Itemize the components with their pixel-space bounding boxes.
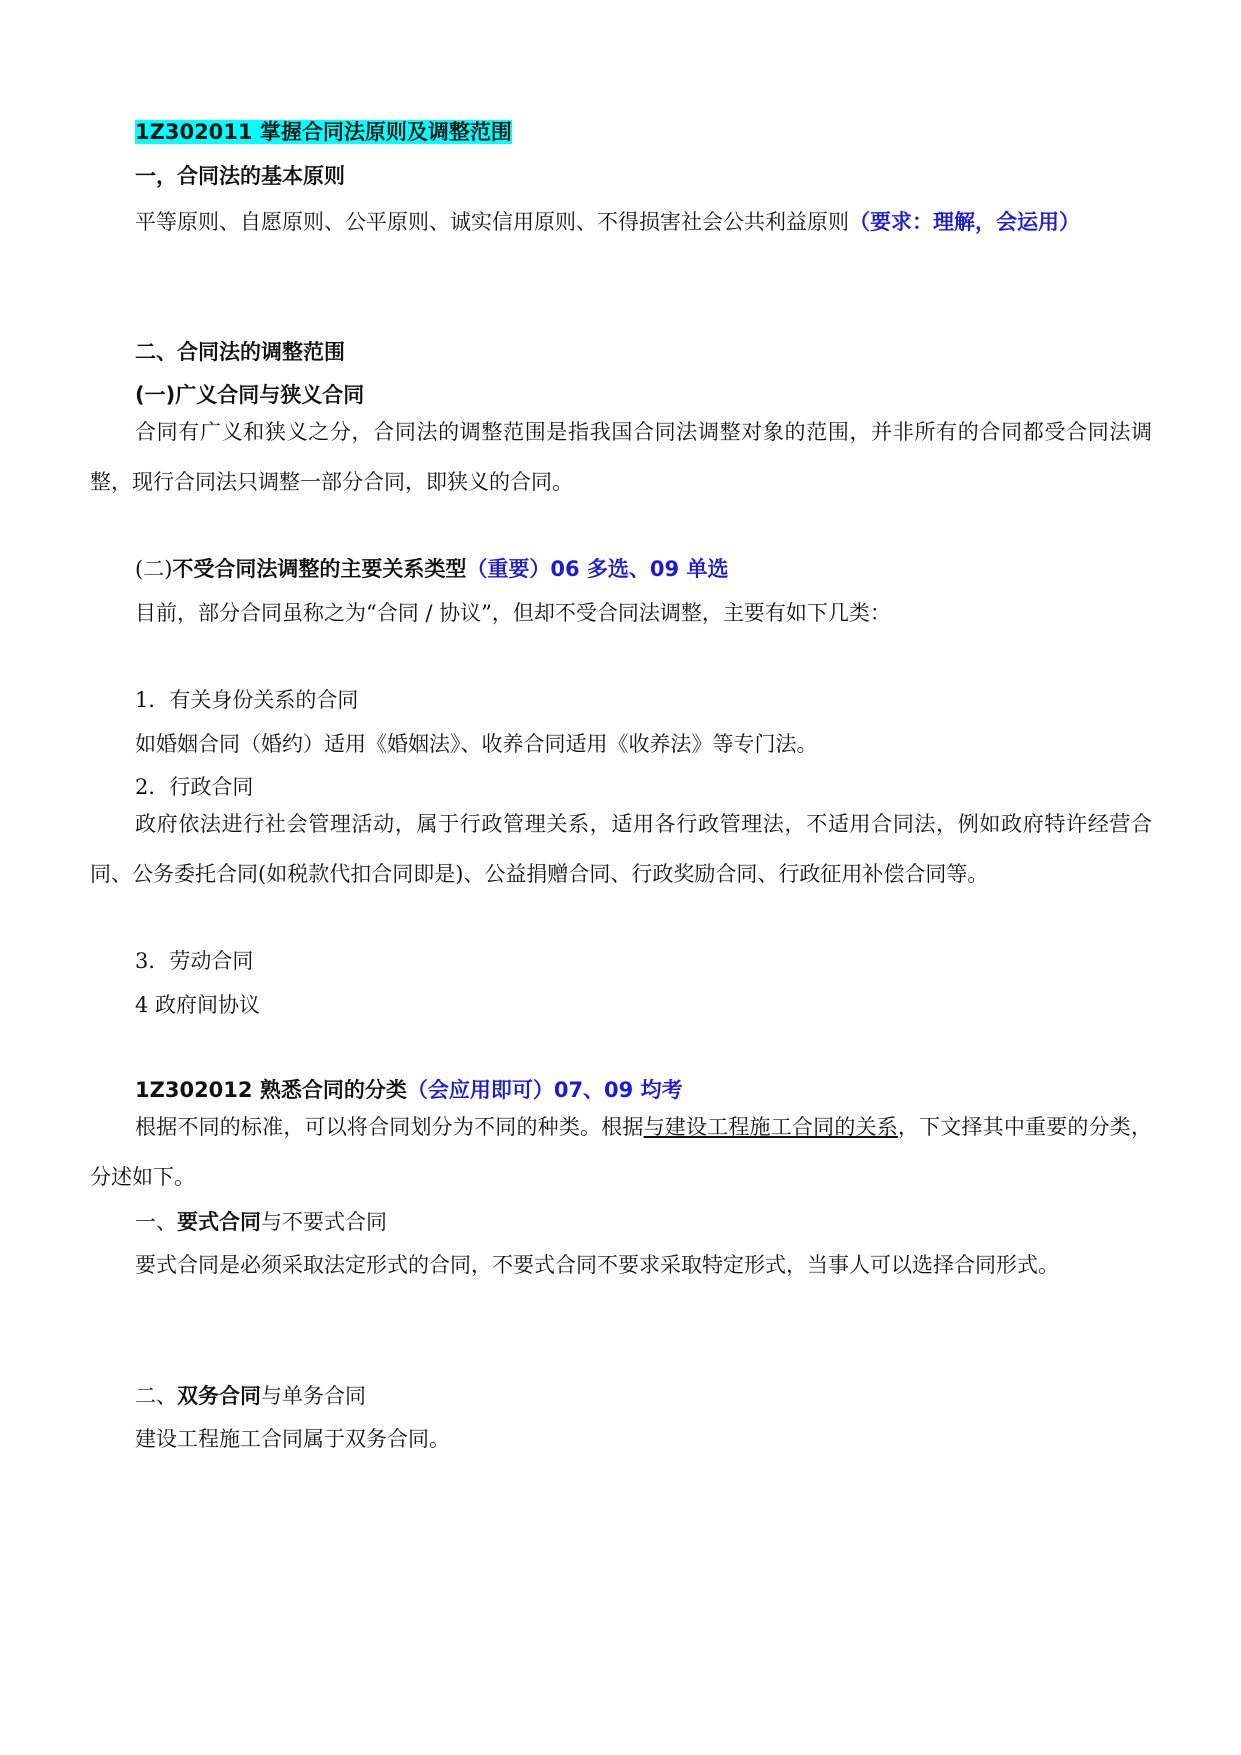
section-title-text: 1Z302012 熟悉合同的分类	[135, 1078, 407, 1102]
item-administrative-body: 政府依法进行社会管理活动，属于行政管理关系，适用各行政管理法，不适用合同法，例如政府特许经营合同、公务委托合同(如税款代扣合同即是)、公益捐赠合同、行政奖励合同、行政征用补偿合同等。	[90, 812, 1152, 886]
heading-prefix: 二、	[135, 1384, 177, 1408]
intro-underlined: 与建设工程施工合同的关系	[643, 1115, 898, 1139]
item-administrative-title: 2．行政合同	[135, 775, 254, 799]
heading-bold: 要式合同	[177, 1210, 261, 1234]
heading-prefix: 一、	[135, 1210, 177, 1234]
classification-intro	[90, 1102, 1152, 1202]
subheading-text: 不受合同法调整的主要关系类型	[172, 557, 467, 581]
section-title-1z302012	[135, 1076, 683, 1104]
heading-rest: 与单务合同	[261, 1384, 366, 1408]
subheading-prefix: (二)	[135, 557, 173, 581]
formal-contract-body: 要式合同是必须采取法定形式的合同，不要式合同不要求采取特定形式，当事人可以选择合同形式。	[135, 1253, 1059, 1277]
heading-bilateral-contract	[135, 1382, 366, 1410]
excluded-intro: 目前，部分合同虽称之为“合同 / 协议”，但却不受合同法调整，主要有如下几类：	[135, 601, 891, 625]
principles-paragraph	[135, 208, 1080, 236]
section-title-note: （会应用即可）07、09 均考	[406, 1078, 683, 1102]
item-labor-title: 3．劳动合同	[135, 949, 254, 973]
section-title-1z302011	[135, 118, 512, 146]
intro-before: 根据不同的标准，可以将合同划分为不同的种类。根据	[135, 1115, 644, 1139]
paragraph-broad-narrow: 合同有广义和狭义之分，合同法的调整范围是指我国合同法调整对象的范围，并非所有的合同都受合同法调整，现行合同法只调整一部分合同，即狭义的合同。	[90, 420, 1152, 494]
subheading-note: （重要）06 多选、09 单选	[466, 557, 729, 581]
heading-formal-contract	[135, 1208, 387, 1236]
highlighted-title: 1Z302011 掌握合同法原则及调整范围	[135, 120, 512, 144]
item-identity-title: 1．有关身份关系的合同	[135, 688, 359, 712]
subheading-excluded-types	[135, 555, 728, 583]
item-identity-body: 如婚姻合同（婚约）适用《婚姻法》、收养合同适用《收养法》等专门法。	[135, 732, 818, 756]
principles-note: （要求：理解，会运用）	[849, 210, 1080, 234]
heading-rest: 与不要式合同	[261, 1210, 387, 1234]
subheading-broad-narrow: (一)广义合同与狭义合同	[135, 383, 365, 407]
heading-bold: 双务合同	[177, 1384, 261, 1408]
heading-adjustment-scope: 二、合同法的调整范围	[135, 340, 345, 364]
intro-after: ，下文择其中重要的分类，分述如下。	[90, 1115, 1152, 1189]
principles-text: 平等原则、自愿原则、公平原则、诚实信用原则、不得损害社会公共利益原则	[135, 210, 849, 234]
heading-basic-principles: 一，合同法的基本原则	[135, 164, 345, 188]
bilateral-contract-body: 建设工程施工合同属于双务合同。	[135, 1427, 450, 1451]
item-intergov-title: 4 政府间协议	[135, 993, 261, 1017]
